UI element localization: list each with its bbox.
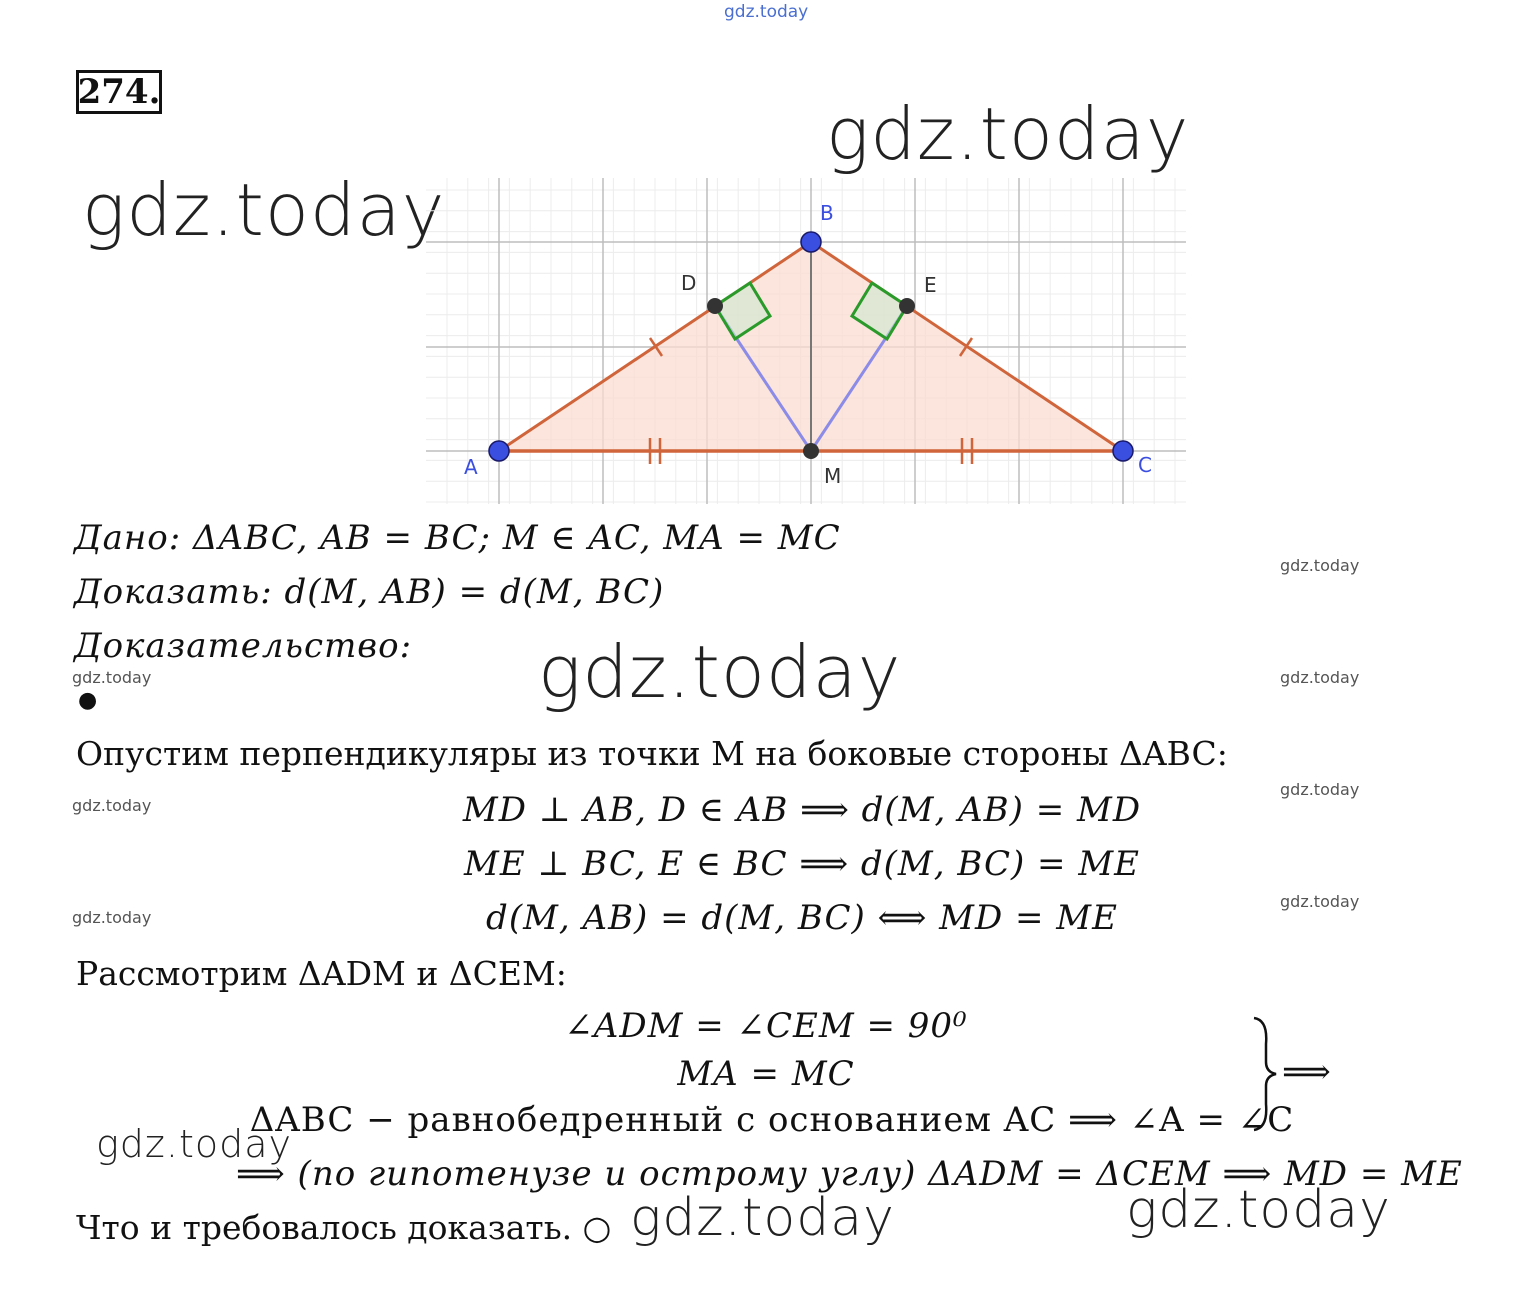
step1-text: Опустим перпендикуляры из точки M на боковые стороны ΔABC: (76, 734, 1228, 773)
proof-line (74, 626, 412, 666)
point-b (801, 232, 821, 252)
equation-1: MD ⊥ AB, D ∈ AB ⟹ d(M, AB) = MD (462, 790, 1142, 830)
watermark-big: gdz.today (630, 1188, 895, 1248)
label-c: C (1138, 453, 1152, 477)
watermark-small: gdz.today (72, 668, 152, 687)
label-d: D (681, 271, 697, 295)
watermark-small: gdz.today (1280, 892, 1360, 911)
given-label: Дано (74, 518, 169, 558)
proof-colon: : (399, 626, 413, 666)
watermark-small: gdz.today (72, 908, 152, 927)
system-line-1: ∠ADM = ∠CEM = 90⁰ (564, 1006, 968, 1046)
equation-2: ME ⊥ BC, E ∈ BC ⟹ d(M, BC) = ME (464, 844, 1140, 884)
prove-line (74, 572, 664, 612)
point-m (803, 443, 819, 459)
label-a: A (464, 455, 478, 479)
watermark-small: gdz.today (1280, 668, 1360, 687)
watermark-big: gdz.today (1126, 1180, 1391, 1240)
point-a (489, 441, 509, 461)
watermark-big: gdz.today (82, 168, 446, 252)
point-d (707, 298, 723, 314)
system-line-3: ΔABC − равнобедренный с основанием AC ⟹ ∠A = ∠C (249, 1100, 1295, 1140)
watermark-big: gdz.today (826, 92, 1190, 176)
qed-text: Что и требовалось доказать. ○ (76, 1208, 612, 1247)
watermark-big: gdz.today (96, 1122, 292, 1166)
proof-label: Доказательство (74, 626, 400, 666)
conclusion: ⟹ (по гипотенузе и острому углу) ΔADM = ΔCEM ⟹ MD = ME (236, 1154, 1463, 1194)
step2-text: Рассмотрим ΔADM и ΔCEM: (76, 954, 567, 993)
right-brace (1250, 1014, 1280, 1134)
watermark-small: gdz.today (1280, 556, 1360, 575)
watermark-big: gdz.today (538, 630, 902, 714)
problem-number: 274. (77, 72, 161, 112)
label-b: B (820, 201, 834, 225)
watermark-small: gdz.today (1280, 780, 1360, 799)
label-e: E (924, 273, 937, 297)
prove-text: : d(M, AB) = d(M, BC) (260, 572, 665, 612)
system-implies: ⟹ (1282, 1052, 1332, 1092)
given-text: : ΔABC, AB = BC; M ∈ AC, MA = MC (168, 518, 841, 558)
system-line-2: MA = MC (677, 1054, 855, 1094)
equation-3: d(M, AB) = d(M, BC) ⟺ MD = ME (486, 898, 1118, 938)
point-e (899, 298, 915, 314)
point-c (1113, 441, 1133, 461)
watermark-small: gdz.today (72, 796, 152, 815)
label-m: M (824, 464, 842, 488)
given-line (74, 518, 841, 558)
triangle-figure (426, 178, 1186, 508)
prove-label: Доказать (74, 572, 261, 612)
watermark-top: gdz.today (724, 2, 809, 22)
bullet-icon: ● (78, 688, 98, 713)
